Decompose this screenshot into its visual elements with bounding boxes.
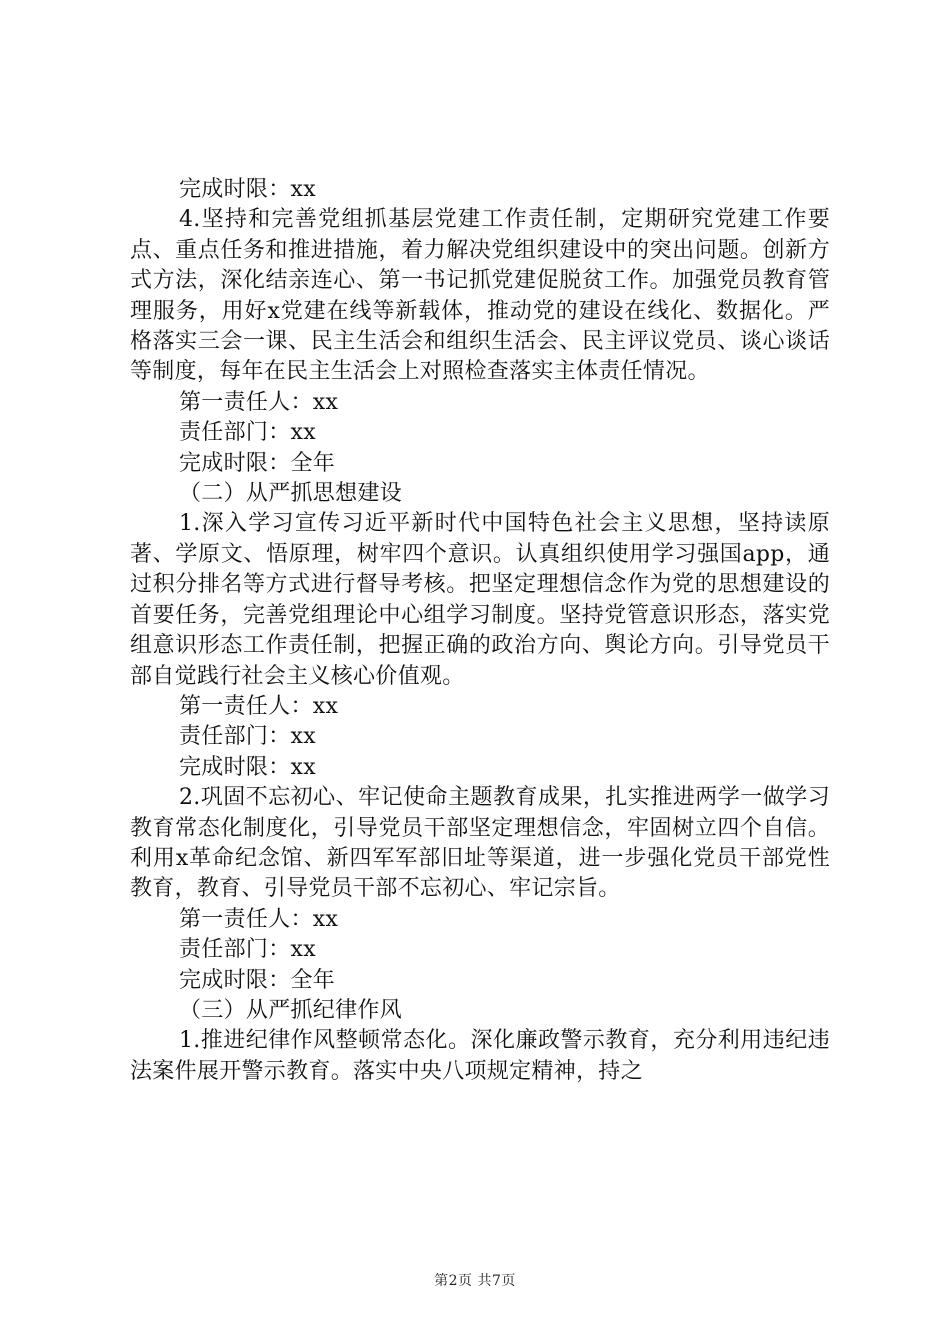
- paragraph-item-1: 1.推进纪律作风整顿常态化。深化廉政警示教育，充分利用违纪违法案件展开警示教育。落实中央八项规定精神，持之: [130, 1028, 830, 1084]
- paragraph-item-1: 1.深入学习宣传习近平新时代中国特色社会主义思想，坚持读原著、学原文、悟原理，树牢四个意识。认真组织使用学习强国app，通过积分排名等方式进行督导考核。把坚定理想信念作为党的思想建设的首要任务，完善党组理论中心组学习制度。坚持党管意识形态，落实党组意识形态工作责任制，把握正确的政治方向、舆论方向。引导党员干部自觉践行社会主义核心价值观。: [130, 511, 830, 689]
- responsible-person-line: 第一责任人：xx: [179, 693, 339, 719]
- responsible-department-line: 责任部门：xx: [179, 420, 316, 446]
- deadline-line: 完成时限：xx: [179, 754, 316, 780]
- responsible-department-line: 责任部门：xx: [179, 937, 316, 963]
- deadline-line: 完成时限：全年: [179, 967, 336, 993]
- text-line: 完成时限：xx: [179, 177, 316, 202]
- paragraph-item-4: 4.坚持和完善党组抓基层党建工作责任制，定期研究党建工作要点、重点任务和推进措施，着力解决党组织建设中的突出问题。创新方式方法，深化结亲连心、第一书记抓党建促脱贫工作。加强党员教育管理服务，用好x党建在线等新载体，推动党的建设在线化、数据化。严格落实三会一课、民主生活会和组织生活会、民主评议党员、谈心谈话等制度，每年在民主生活会上对照检查落实主体责任情况。: [130, 207, 830, 385]
- section-heading: （三）从严抓纪律作风: [179, 997, 403, 1023]
- deadline-line: 完成时限：全年: [179, 450, 336, 476]
- responsible-department-line: 责任部门：xx: [179, 724, 316, 750]
- paragraph-item-2: 2.巩固不忘初心、牢记使命主题教育成果，扎实推进两学一做学习教育常态化制度化，引导党员干部坚定理想信念，牢固树立四个自信。利用x革命纪念馆、新四军军部旧址等渠道，进一步强化党员干部党性教育，教育、引导党员干部不忘初心、牢记宗旨。: [130, 785, 830, 902]
- responsible-person-line: 第一责任人：xx: [179, 906, 339, 932]
- document-body: [130, 175, 830, 1087]
- responsible-person-line: 第一责任人：xx: [179, 389, 339, 415]
- page-number-footer: 第2页 共7页: [434, 1273, 516, 1289]
- section-heading: （二）从严抓思想建设: [179, 481, 403, 507]
